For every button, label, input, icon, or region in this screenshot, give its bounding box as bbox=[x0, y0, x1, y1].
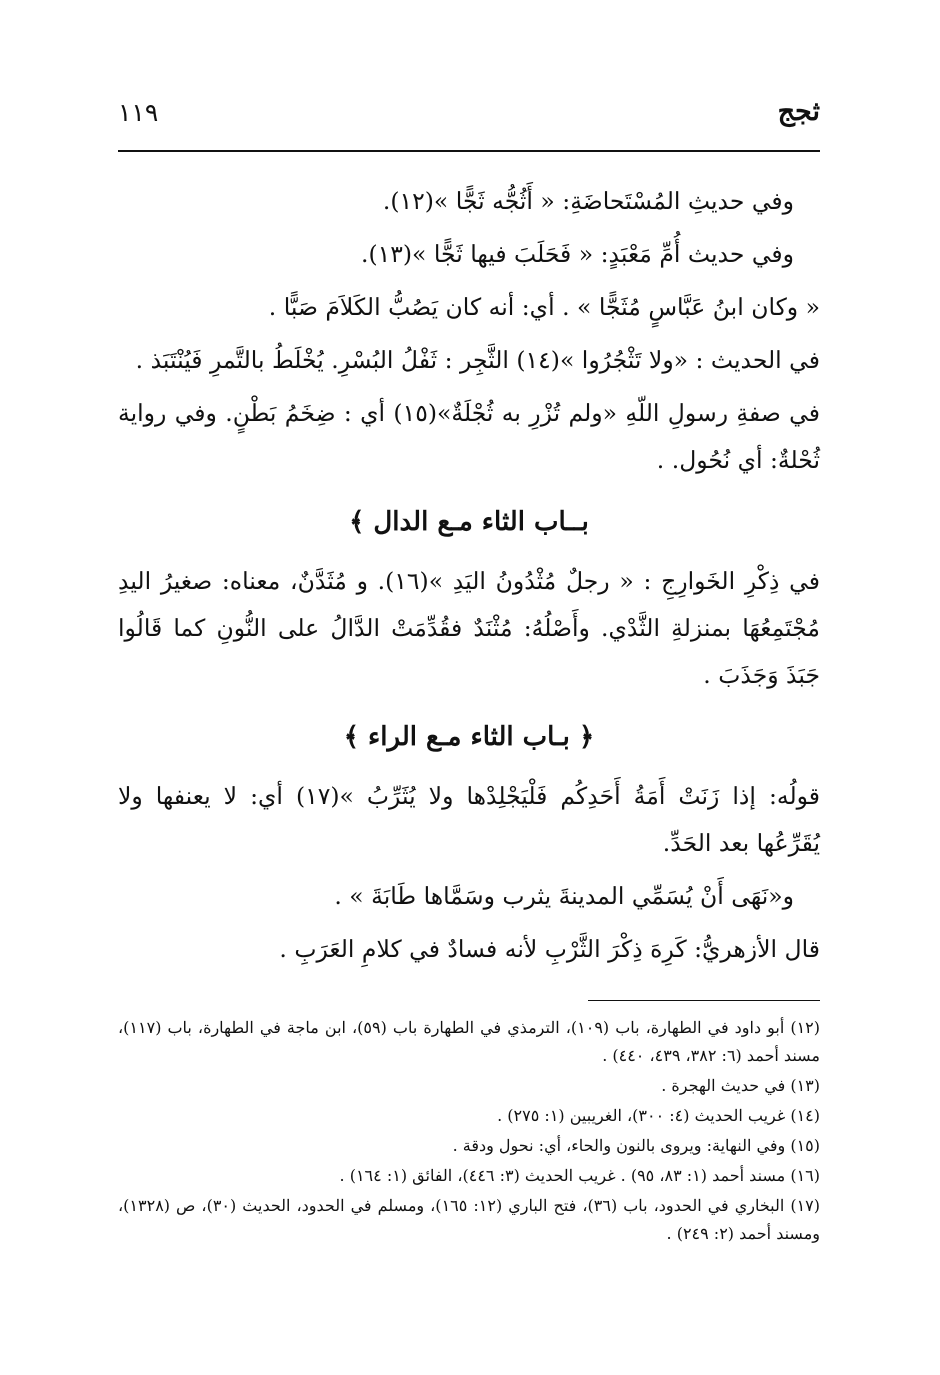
paragraph: في صفةِ رسولِ اللّهِ «ولم تُزْرِ به ثُجْلَةٌ»(١٥) أي : ضِخَمُ بَطْنٍ. وفي رواية ثُحْلةٌ: أي نُحُول. . bbox=[118, 399, 820, 474]
paragraph: في الحديث : «ولا تَثْجُرُوا »(١٤) الثَّجِر : ثَفْلُ البُسْرِ. يُخْلَطُ بالتَّمرِ فَيُنْتَبَذ . bbox=[135, 346, 820, 374]
section-heading: ﴿ بـاب الثاء مـع الراء ﴾ bbox=[343, 722, 595, 752]
footnote: (١٤) غريب الحديث (٤: ٣٠٠)، الغريبين (١: ٢٧٥) . bbox=[497, 1106, 820, 1125]
paragraph: « وكان ابنُ عَبَّاسٍ مُثَجًّا » . أي: أنه كان يَصُبُّ الكَلاَمَ صَبًّا . bbox=[268, 293, 820, 321]
main-text bbox=[118, 178, 820, 979]
paragraph: في ذِكْرِ الخَوارِجِ : « رجلٌ مُثْدُونُ اليَدِ »(١٦). و مُثَدَّنٌ، معناه: صغيرُ اليدِ مُجْتَمِعُهَا بمنزلةِ الثَّدْي. وأَصْلُهُ: مُثْنَدٌ فقُدِّمَتْ الدَّالُ على النُّونِ كما قَالُوا جَبَذَ وَجَذَبَ . bbox=[118, 567, 820, 689]
paragraph: وفي حديثِ المُسْتَحاضَةِ: « أَثُجُّه ثَجًّا »(١٢). bbox=[382, 187, 794, 215]
paragraph: و«نَهَى أَنْ يُسَمِّي المدينةَ يثرب وسَمَّاها طَابَةَ » . bbox=[334, 882, 794, 910]
paragraph: قولُه: إذا زَنَتْ أَمَةُ أَحَدِكُم فَلْيَجْلِدْها ولا يُثَرِّبُ »(١٧) أي: لا يعنفها ولا يُقَرِّعُها بعد الحَدِّ. bbox=[118, 782, 820, 857]
running-head: ثجج bbox=[777, 96, 820, 127]
footnote: (١٥) وفي النهاية: ويروى بالنون والحاء، أي: نحول ودقة . bbox=[452, 1136, 820, 1155]
footnote: (١٢) أبو داود في الطهارة، باب (١٠٩)، الترمذي في الطهارة باب (٥٩)، ابن ماجة في الطهارة، باب (١١٧)، مسند أحمد (٦: ٣٨٢، ٤٣٩، ٤٤٠) . bbox=[118, 1018, 821, 1065]
header-rule bbox=[118, 150, 820, 152]
page-number: ١١٩ bbox=[118, 98, 159, 127]
section-heading: بــاب الثاء مـع الدال ﴾ bbox=[349, 507, 589, 537]
paragraph: قال الأزهريُّ: كَرِهَ ذِكْرَ الثَّرْبِ لأنه فسادٌ في كلامِ العَرَبِ . bbox=[279, 935, 820, 963]
footnotes bbox=[118, 1014, 820, 1250]
paragraph: وفي حديث أُمِّ مَعْبَدٍ: « فَحَلَبَ فيها ثَجًّا »(١٣). bbox=[360, 240, 794, 268]
footnote: (١٦) مسند أحمد (١: ٨٣، ٩٥) . غريب الحديث (٣: ٤٤٦)، الفائق (١: ١٦٤) . bbox=[339, 1166, 820, 1185]
footnote-rule bbox=[588, 1000, 820, 1001]
footnote: (١٣) في حديث الهجرة . bbox=[661, 1076, 820, 1095]
page-header bbox=[118, 96, 820, 138]
footnote: (١٧) البخاري في الحدود، باب (٣٦)، فتح الباري (١٢: ١٦٥)، ومسلم في الحدود، الحديث (٣٠)، ص (١٣٢٨)، ومسند أحمد (٢: ٢٤٩) . bbox=[118, 1196, 821, 1243]
